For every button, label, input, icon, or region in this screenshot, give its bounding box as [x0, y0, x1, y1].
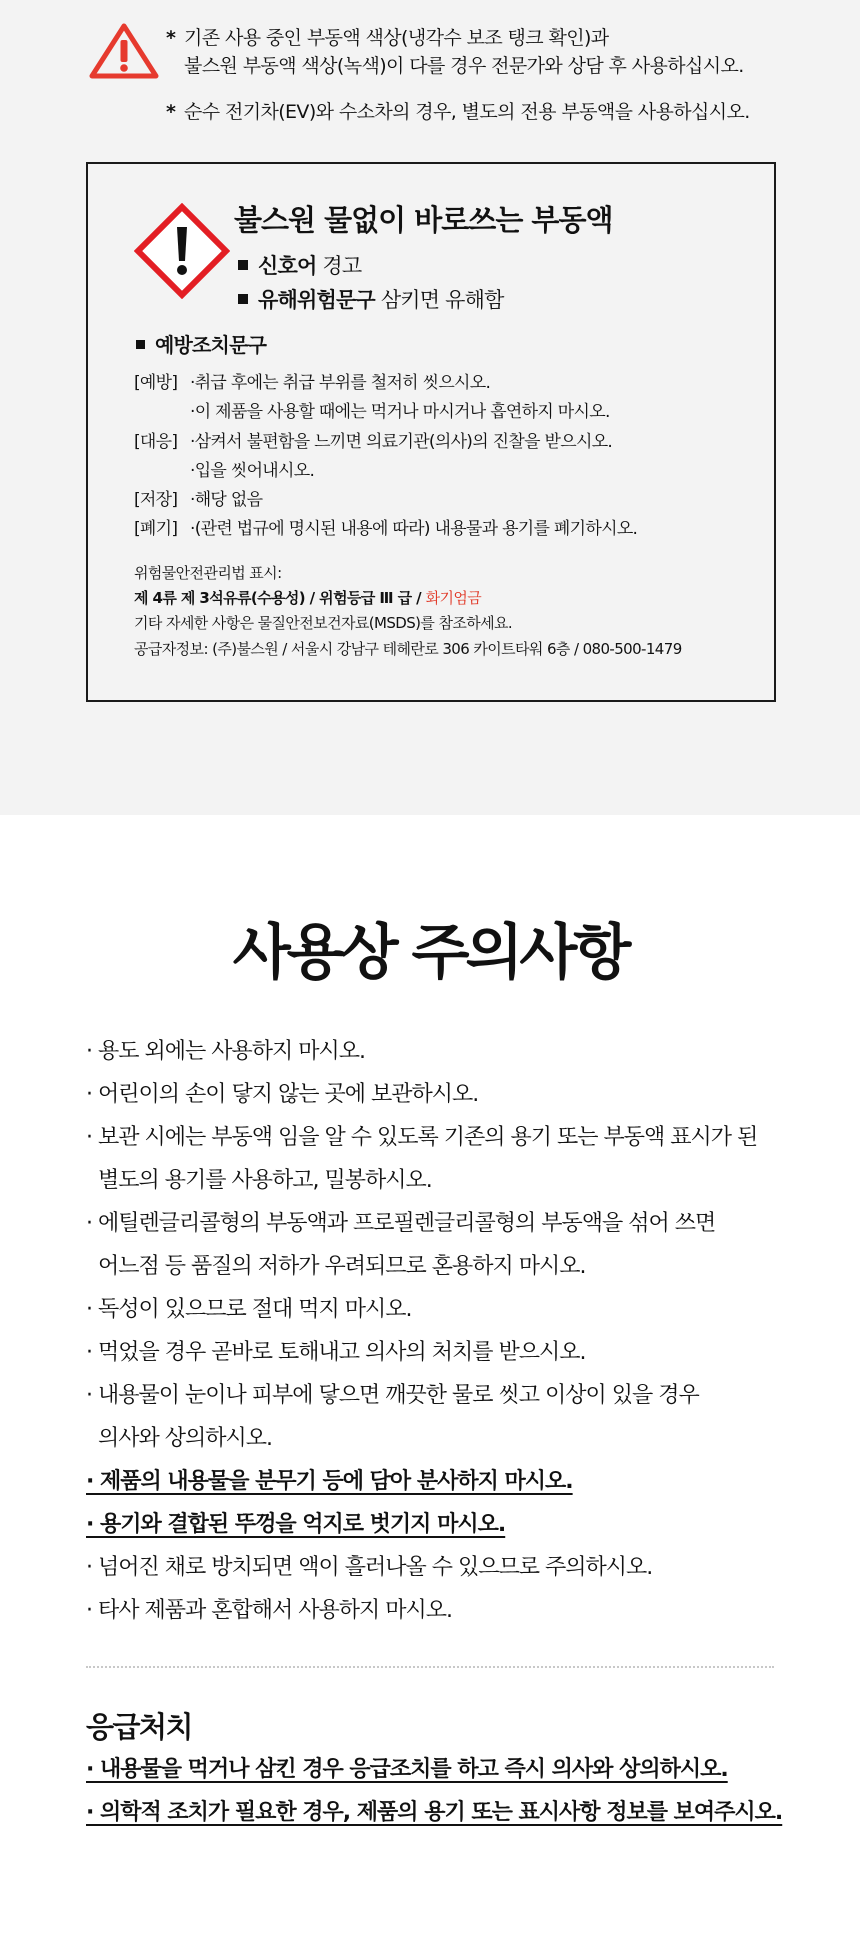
precaution-line: ·입을 씻어내시오. — [190, 461, 315, 481]
caution-item: · 내용물이 눈이나 피부에 닿으면 깨끗한 물로 씻고 이상이 있을 경우 — [86, 1383, 699, 1408]
product-label-title: 불스원 물없이 바로쓰는 부동액 — [234, 203, 613, 237]
caution-item: · 보관 시에는 부동액 임을 알 수 있도록 기존의 용기 또는 부동액 표시가 된 — [86, 1125, 758, 1150]
caution-item-emphasis: · 제품의 내용물을 분무기 등에 담아 분사하지 마시오. — [86, 1469, 573, 1494]
signal-word-label: 신호어 — [258, 254, 317, 278]
precaution-line: ·(관련 법규에 명시된 내용에 따라) 내용물과 용기를 폐기하시오. — [190, 519, 638, 539]
first-aid-title: 응급처치 — [86, 1710, 193, 1744]
section-divider — [86, 1666, 774, 1668]
supplier-info: 공급자정보: (주)불스원 / 서울시 강남구 테헤란로 306 카이트타워 6층 / 080-500-1479 — [134, 640, 682, 658]
caution-item-continued: 의사와 상의하시오. — [98, 1426, 273, 1451]
caution-item: · 어린이의 손이 닿지 않는 곳에 보관하시오. — [86, 1082, 479, 1107]
msds-note: 기타 자세한 사항은 물질안전보건자료(MSDS)를 참조하세요. — [134, 614, 513, 632]
precaution-heading-text: 예방조치문구 — [155, 333, 267, 357]
hazmat-fire-warning: 화기엄금 — [425, 589, 482, 607]
caution-item: · 에틸렌글리콜형의 부동액과 프로필렌글리콜형의 부동액을 섞어 쓰면 — [86, 1211, 716, 1236]
caution-item-emphasis: · 용기와 결합된 뚜껑을 억지로 벗기지 마시오. — [86, 1512, 506, 1537]
hazard-statement-label: 유해위험문구 — [258, 288, 375, 312]
bullet-square-icon — [136, 340, 145, 349]
caution-item: · 넘어진 채로 방치되면 액이 흘러나올 수 있으므로 주의하시오. — [86, 1555, 653, 1580]
caution-item: · 독성이 있으므로 절대 먹지 마시오. — [86, 1297, 412, 1322]
precaution-tag-storage: [저장] — [134, 490, 178, 510]
hazmat-class: 제 4류 제 3석유류(수용성) / 위험등급 Ⅲ 급 / — [134, 589, 421, 607]
note-marker: * — [166, 27, 176, 49]
caution-item: · 먹었을 경우 곧바로 토해내고 의사의 처치를 받으시오. — [86, 1340, 586, 1365]
top-note-1-line-2: 불스원 부동액 색상(녹색)이 다를 경우 전문가와 상담 후 사용하십시오. — [184, 55, 744, 77]
usage-cautions-title: 사용상 주의사항 — [232, 918, 628, 988]
precaution-line: ·삼켜서 불편함을 느끼면 의료기관(의사)의 진찰을 받으시오. — [190, 432, 613, 452]
hazmat-class-row — [134, 587, 481, 608]
precaution-heading — [136, 329, 266, 358]
top-note-2-text: 순수 전기차(EV)와 수소차의 경우, 별도의 전용 부동액을 사용하십시오. — [184, 101, 750, 123]
precaution-tag-disposal: [폐기] — [134, 519, 178, 539]
bullet-square-icon — [238, 294, 248, 304]
bullet-square-icon — [238, 260, 248, 270]
precaution-line: ·이 제품을 사용할 때에는 먹거나 마시거나 흡연하지 마시오. — [190, 402, 610, 422]
caution-item: · 용도 외에는 사용하지 마시오. — [86, 1039, 365, 1064]
warning-triangle-icon — [88, 22, 160, 80]
top-note-1-line-1 — [166, 24, 609, 52]
first-aid-item: · 의학적 조치가 필요한 경우, 제품의 용기 또는 표시사항 정보를 보여주시오. — [86, 1800, 783, 1825]
hazmat-label: 위험물안전관리법 표시: — [134, 564, 282, 582]
top-note-1-text: 기존 사용 중인 부동액 색상(냉각수 보조 탱크 확인)과 — [184, 27, 609, 49]
top-note-2 — [166, 98, 750, 126]
caution-item-continued: 별도의 용기를 사용하고, 밀봉하시오. — [98, 1168, 432, 1193]
caution-item: · 타사 제품과 혼합해서 사용하지 마시오. — [86, 1598, 452, 1623]
caution-item-continued: 어느점 등 품질의 저하가 우려되므로 혼용하지 마시오. — [98, 1254, 586, 1279]
precaution-line: ·해당 없음 — [190, 490, 263, 510]
note-marker: * — [166, 101, 176, 123]
signal-word: 경고 — [322, 254, 362, 278]
hazard-statement: 삼키면 유해함 — [380, 288, 504, 312]
signal-word-row — [238, 250, 361, 280]
hazard-statement-row — [238, 284, 504, 314]
precaution-tag-response: [대응] — [134, 432, 178, 452]
ghs-exclamation-icon — [134, 203, 230, 299]
precaution-line: ·취급 후에는 취급 부위를 철저히 씻으시오. — [190, 373, 491, 393]
precaution-tag-prevention: [예방] — [134, 373, 178, 393]
first-aid-item: · 내용물을 먹거나 삼킨 경우 응급조치를 하고 즉시 의사와 상의하시오. — [86, 1757, 728, 1782]
